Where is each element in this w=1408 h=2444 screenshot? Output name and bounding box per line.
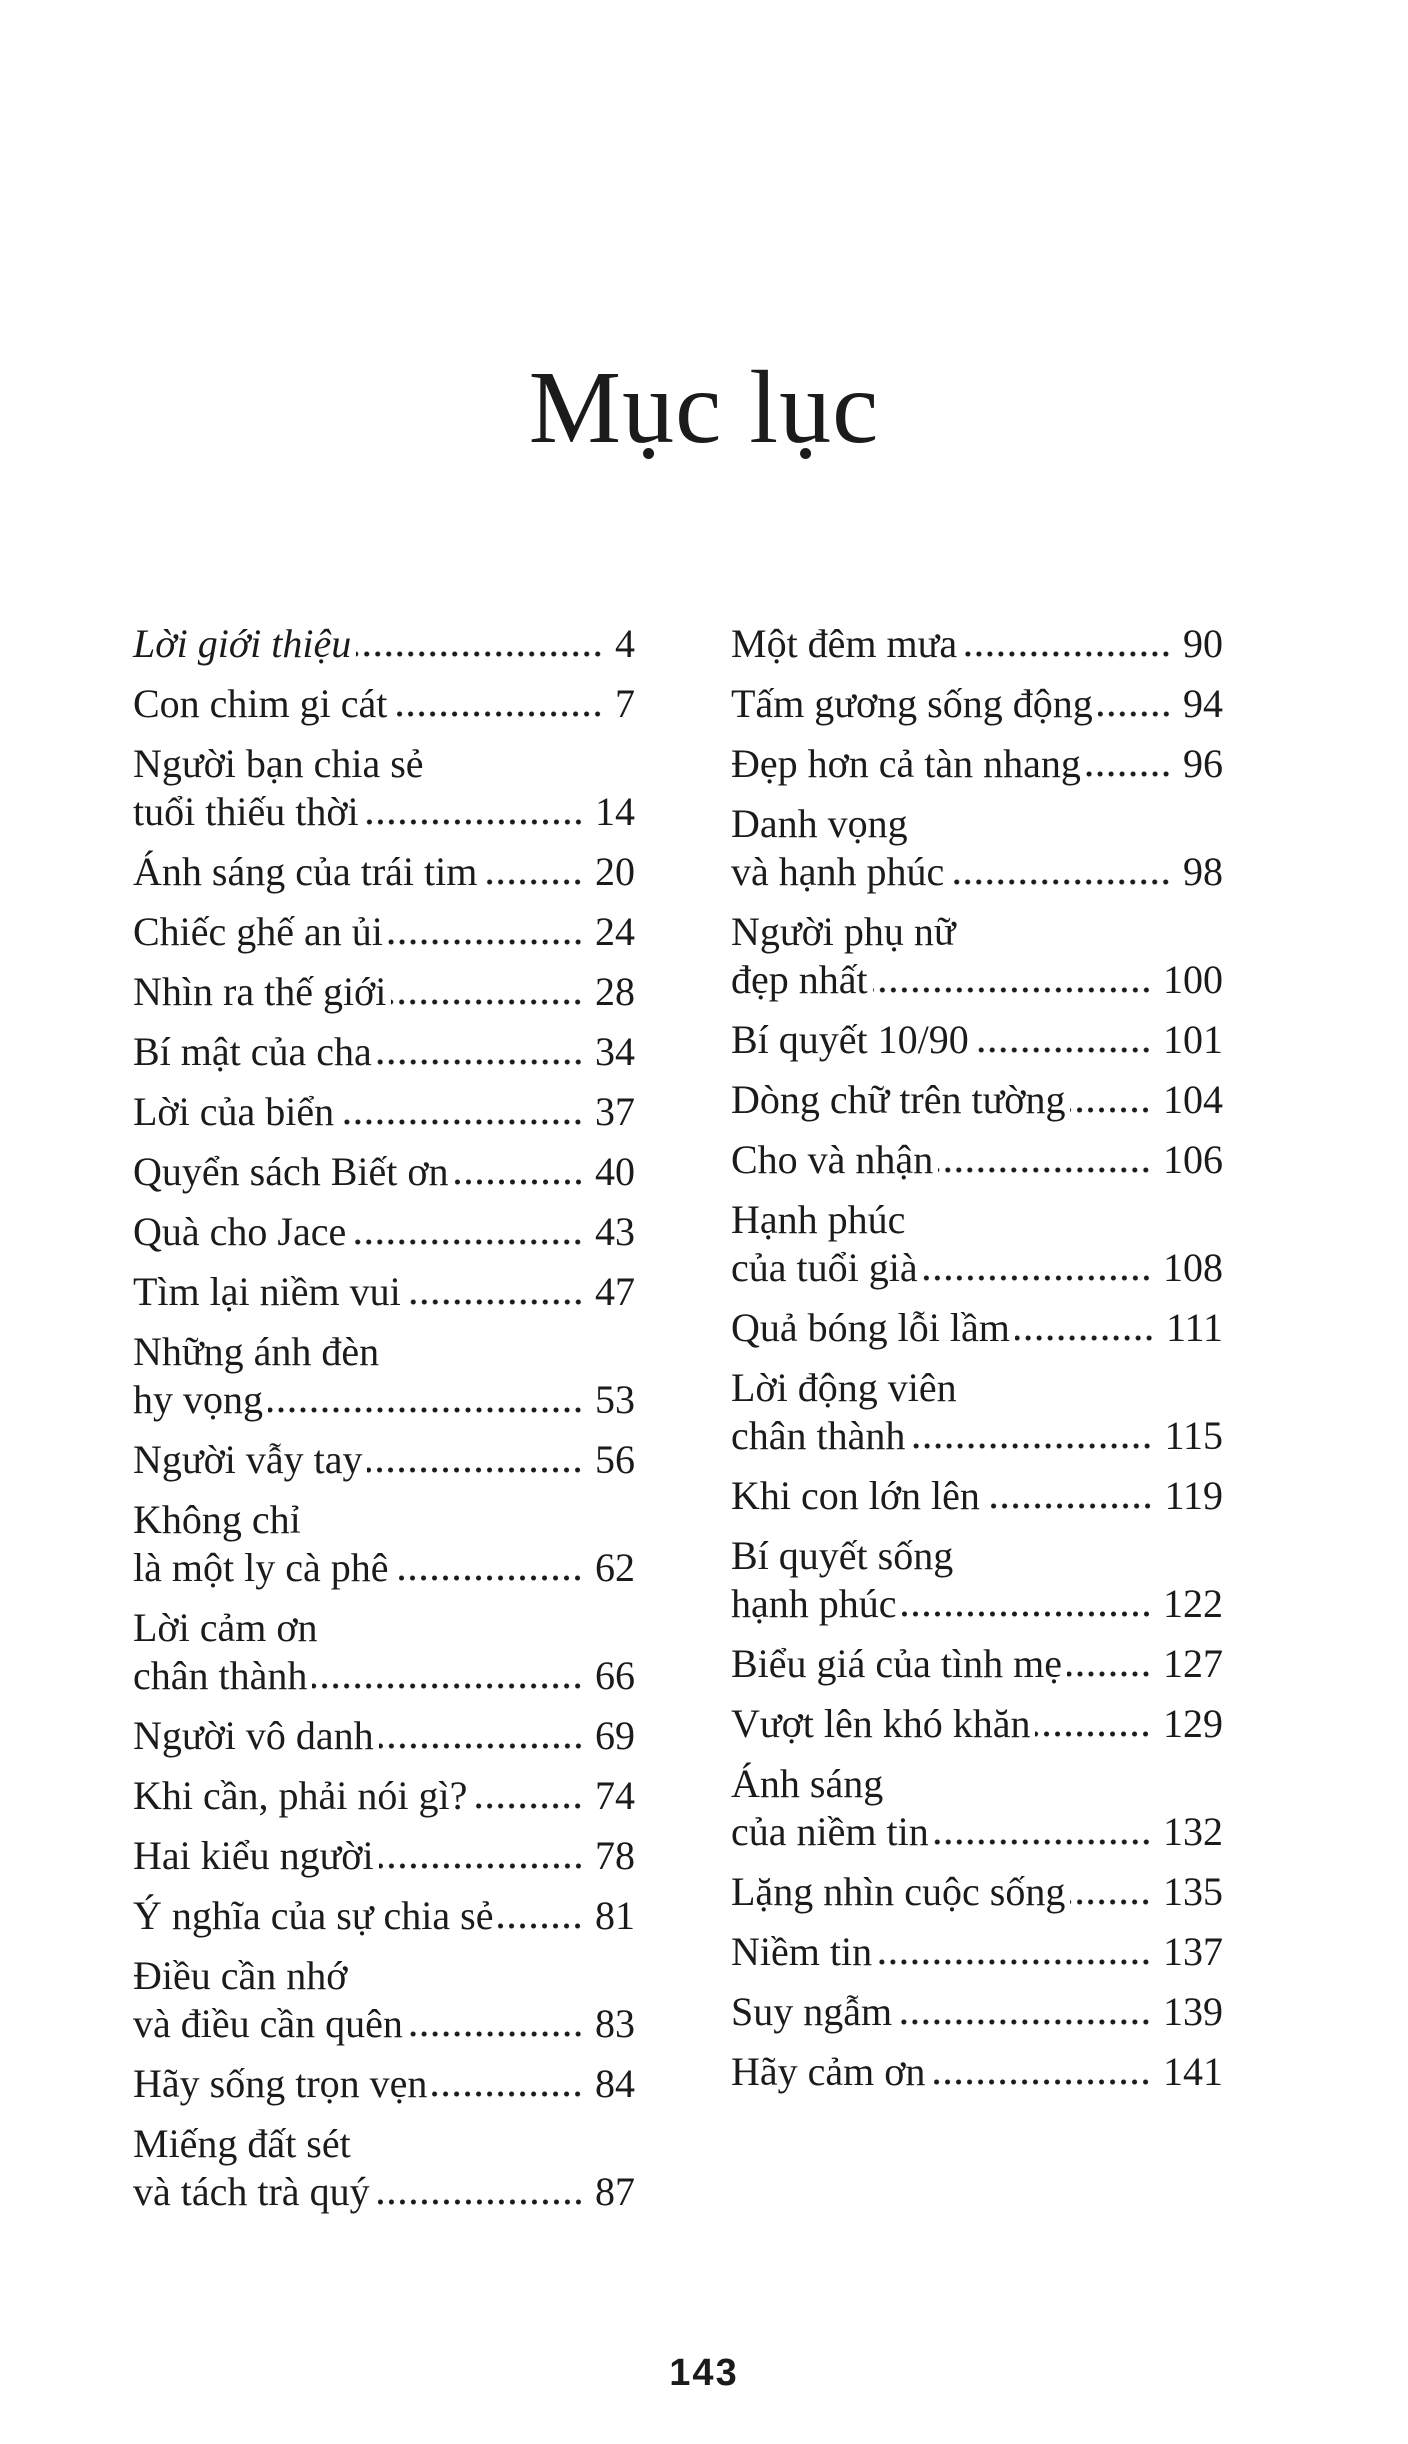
toc-entry-title: Chiếc ghế an ủi (133, 909, 383, 954)
toc-column-left (133, 620, 635, 2228)
toc-entry-line (133, 1328, 635, 1376)
toc-entry-line (133, 1028, 635, 1076)
toc-entry-title: Ý nghĩa của sự chia sẻ (133, 1893, 494, 1938)
toc-entry-title: tuổi thiếu thời (133, 789, 359, 834)
toc-entry-page: 100 (1163, 957, 1223, 1002)
toc-entry-page: 43 (595, 1209, 635, 1254)
toc-entry-title: Hai kiểu người (133, 1833, 374, 1878)
toc-entry-title: Dòng chữ trên tường (731, 1077, 1066, 1122)
toc-entry-page: 90 (1183, 621, 1223, 666)
dot-leader (467, 1772, 593, 1820)
toc-entry (133, 1832, 635, 1880)
dot-leader (1010, 1304, 1164, 1352)
toc-entry-page: 78 (595, 1833, 635, 1878)
toc-entry-title: hy vọng (133, 1377, 263, 1422)
toc-entry-line (731, 680, 1223, 728)
toc-entry-page: 104 (1163, 1077, 1223, 1122)
toc-entry (731, 620, 1223, 668)
toc-entry-page: 14 (595, 789, 635, 834)
toc-entry-line (133, 848, 635, 896)
toc-columns (133, 620, 1223, 2228)
dot-leader (307, 1652, 593, 1700)
toc-entry-page: 69 (595, 1713, 635, 1758)
toc-entry-line (133, 968, 635, 1016)
toc-entry-page: 139 (1163, 1989, 1223, 2034)
toc-entry-page: 96 (1183, 741, 1223, 786)
toc-entry (133, 1892, 635, 1940)
toc-entry-title: Niềm tin (731, 1929, 873, 1974)
toc-entry-line (133, 1208, 635, 1256)
toc-entry-line (731, 800, 1223, 848)
toc-entry-title: Miếng đất sét (133, 2121, 351, 2166)
toc-entry-page: 132 (1163, 1809, 1223, 1854)
toc-entry (133, 968, 635, 1016)
toc-entry-title: Lặng nhìn cuộc sống (731, 1869, 1066, 1914)
toc-entry-title: hạnh phúc (731, 1581, 897, 1626)
toc-entry-line (731, 1016, 1223, 1064)
toc-entry-title: Hãy sống trọn vẹn (133, 2061, 428, 2106)
toc-entry (731, 1640, 1223, 1688)
toc-entry (731, 1928, 1223, 1976)
toc-entry (133, 1148, 635, 1196)
toc-entry (133, 1208, 635, 1256)
toc-entry-line (133, 1436, 635, 1484)
toc-entry-page: 129 (1163, 1701, 1223, 1746)
toc-entry-page: 94 (1183, 681, 1223, 726)
dot-leader (477, 848, 593, 896)
toc-entry-line (133, 1544, 635, 1592)
toc-entry-line (731, 956, 1223, 1004)
toc-entry-line (133, 1604, 635, 1652)
dot-leader (374, 1832, 593, 1880)
toc-entry (731, 680, 1223, 728)
toc-entry-title: Ánh sáng (731, 1761, 884, 1806)
toc-entry-line (731, 1988, 1223, 2036)
toc-entry-line (731, 1640, 1223, 1688)
toc-entry (731, 1472, 1223, 1520)
toc-entry-page: 62 (595, 1545, 635, 1590)
toc-entry (731, 1016, 1223, 1064)
dot-leader (905, 1412, 1162, 1460)
dot-leader (1093, 680, 1181, 728)
toc-entry-line (731, 1244, 1223, 1292)
toc-entry-title: của niềm tin (731, 1809, 929, 1854)
toc-entry (731, 740, 1223, 788)
toc-entry-line (133, 1892, 635, 1940)
toc-entry-line (731, 1808, 1223, 1856)
toc-entry (133, 1268, 635, 1316)
toc-entry-page: 24 (595, 909, 635, 954)
toc-entry-page: 122 (1163, 1581, 1223, 1626)
toc-entry-page: 66 (595, 1653, 635, 1698)
toc-entry-page: 83 (595, 2001, 635, 2046)
toc-entry-page: 34 (595, 1029, 635, 1074)
toc-entry-line (731, 1196, 1223, 1244)
toc-entry-title: Cho và nhận (731, 1137, 934, 1182)
toc-entry-title: của tuổi già (731, 1245, 918, 1290)
toc-entry-line (133, 1088, 635, 1136)
toc-entry (731, 1076, 1223, 1124)
toc-entry-line (133, 1652, 635, 1700)
toc-entry-line (133, 1376, 635, 1424)
toc-entry (731, 1760, 1223, 1856)
toc-entry-line (731, 740, 1223, 788)
toc-entry-line (133, 1952, 635, 2000)
toc-entry-title: Lời của biển (133, 1089, 335, 1134)
toc-entry-title: và hạnh phúc (731, 849, 945, 894)
toc-entry (731, 1364, 1223, 1460)
dot-leader (969, 1016, 1161, 1064)
dot-leader (1062, 1640, 1161, 1688)
toc-entry-line (133, 1772, 635, 1820)
toc-entry-title: chân thành (133, 1653, 308, 1698)
dot-leader (351, 620, 613, 668)
toc-entry-title: Một đêm mưa (731, 621, 958, 666)
toc-entry-title: Người vẫy tay (133, 1437, 363, 1482)
dot-leader (372, 1028, 593, 1076)
toc-entry-page: 56 (595, 1437, 635, 1482)
toc-entry-page: 87 (595, 2169, 635, 2214)
dot-leader (929, 1808, 1161, 1856)
toc-entry (731, 800, 1223, 896)
toc-entry (133, 2120, 635, 2216)
dot-leader (493, 1892, 593, 1940)
toc-entry-page: 127 (1163, 1641, 1223, 1686)
dot-leader (362, 1436, 593, 1484)
toc-entry-title: Điều cần nhớ (133, 1953, 348, 1998)
toc-entry-title: Quyển sách Biết ơn (133, 1149, 449, 1194)
toc-entry-page: 4 (615, 621, 635, 666)
toc-entry-title: Biểu giá của tình mẹ (731, 1641, 1063, 1686)
toc-entry-page: 101 (1163, 1017, 1223, 1062)
toc-entry (731, 1196, 1223, 1292)
toc-entry-line (133, 2168, 635, 2216)
toc-entry-title: Quả bóng lỗi lầm (731, 1305, 1010, 1350)
toc-entry-title: Khi cần, phải nói gì? (133, 1773, 468, 1818)
dot-leader (401, 1268, 593, 1316)
toc-entry-line (731, 908, 1223, 956)
toc-entry-title: Người vô danh (133, 1713, 374, 1758)
toc-entry (731, 1868, 1223, 1916)
toc-entry (133, 1772, 635, 1820)
toc-entry-title: Hãy cảm ơn (731, 2049, 926, 2094)
toc-entry-title: Lời động viên (731, 1365, 957, 1410)
toc-entry (731, 1136, 1223, 1184)
toc-entry-title: và điều cần quên (133, 2001, 403, 2046)
toc-entry (731, 1532, 1223, 1628)
toc-entry-line (133, 908, 635, 956)
toc-entry-title: Người bạn chia sẻ (133, 741, 424, 786)
dot-leader (1065, 1076, 1161, 1124)
toc-entry (731, 1988, 1223, 2036)
toc-entry (731, 1304, 1223, 1352)
toc-entry (133, 1328, 635, 1424)
toc-entry (133, 740, 635, 836)
toc-entry-page: 111 (1165, 1305, 1223, 1350)
toc-entry-title: Bí quyết 10/90 (731, 1017, 969, 1062)
toc-entry-page: 7 (615, 681, 635, 726)
dot-leader (387, 680, 613, 728)
toc-entry-page: 141 (1163, 2049, 1223, 2094)
toc-entry (133, 1952, 635, 2048)
dot-leader (980, 1472, 1163, 1520)
toc-entry-title: là một ly cà phê (133, 1545, 389, 1590)
dot-leader (933, 1136, 1161, 1184)
toc-entry-title: Bí quyết sống (731, 1533, 954, 1578)
dot-leader (868, 956, 1161, 1004)
dot-leader (1081, 740, 1181, 788)
toc-entry-title: chân thành (731, 1413, 906, 1458)
toc-entry-title: Ánh sáng của trái tim (133, 849, 478, 894)
toc-entry-title: Người phụ nữ (731, 909, 956, 954)
toc-entry (133, 1712, 635, 1760)
toc-entry-page: 28 (595, 969, 635, 1014)
toc-entry-line (731, 1760, 1223, 1808)
toc-entry-line (731, 848, 1223, 896)
toc-entry-line (133, 2120, 635, 2168)
toc-entry (731, 2048, 1223, 2096)
toc-entry-title: Suy ngẫm (731, 1989, 893, 2034)
dot-leader (263, 1376, 593, 1424)
toc-entry (133, 848, 635, 896)
dot-leader (1065, 1868, 1161, 1916)
toc-entry-line (133, 1148, 635, 1196)
dot-leader (892, 1988, 1161, 2036)
toc-entry-page: 98 (1183, 849, 1223, 894)
toc-entry-title: Khi con lớn lên (731, 1473, 980, 1518)
toc-entry-line (731, 1532, 1223, 1580)
toc-column-right (731, 620, 1223, 2228)
toc-entry-page: 106 (1163, 1137, 1223, 1182)
toc-entry-page: 53 (595, 1377, 635, 1422)
toc-entry-page: 137 (1163, 1929, 1223, 1974)
toc-entry (133, 1088, 635, 1136)
dot-leader (388, 1544, 593, 1592)
dot-leader (957, 620, 1181, 668)
toc-entry-title: và tách trà quý (133, 2169, 370, 2214)
toc-entry (133, 1496, 635, 1592)
toc-entry-line (133, 740, 635, 788)
toc-entry-title: Danh vọng (731, 801, 908, 846)
dot-leader (359, 788, 593, 836)
toc-entry-title: Lời giới thiệu (133, 621, 352, 666)
toc-entry (731, 908, 1223, 1004)
toc-entry-title: Không chỉ (133, 1497, 301, 1542)
toc-entry-line (731, 1364, 1223, 1412)
toc-entry-line (133, 680, 635, 728)
toc-entry-line (133, 1496, 635, 1544)
dot-leader (449, 1148, 593, 1196)
toc-entry (133, 680, 635, 728)
toc-entry-page: 74 (595, 1773, 635, 1818)
toc-entry-line (731, 2048, 1223, 2096)
toc-entry-line (731, 1136, 1223, 1184)
toc-entry-line (731, 1868, 1223, 1916)
toc-entry-title: Những ánh đèn (133, 1329, 380, 1374)
toc-entry-line (731, 1580, 1223, 1628)
toc-entry-page: 84 (595, 2061, 635, 2106)
toc-entry-page: 20 (595, 849, 635, 894)
dot-leader (1030, 1700, 1161, 1748)
toc-entry (133, 2060, 635, 2108)
dot-leader (334, 1088, 593, 1136)
toc-entry-line (133, 1268, 635, 1316)
toc-entry-line (731, 1928, 1223, 1976)
toc-entry-page: 135 (1163, 1869, 1223, 1914)
toc-entry-title: Hạnh phúc (731, 1197, 906, 1242)
toc-entry-line (731, 1472, 1223, 1520)
toc-entry-page: 40 (595, 1149, 635, 1194)
toc-entry-line (133, 1712, 635, 1760)
toc-entry-line (133, 1832, 635, 1880)
dot-leader (925, 2048, 1161, 2096)
toc-entry-page: 115 (1164, 1413, 1223, 1458)
dot-leader (346, 1208, 593, 1256)
toc-entry-line (731, 1700, 1223, 1748)
dot-leader (374, 1712, 593, 1760)
toc-entry-line (133, 2000, 635, 2048)
toc-entry-title: Vượt lên khó khăn (731, 1701, 1031, 1746)
toc-entry-title: Đẹp hơn cả tàn nhang (731, 741, 1081, 786)
toc-entry-title: Con chim gi cát (133, 681, 388, 726)
toc-entry-title: Tìm lại niềm vui (133, 1269, 401, 1314)
toc-entry-line (731, 620, 1223, 668)
toc-entry-title: Lời cảm ơn (133, 1605, 318, 1650)
toc-entry (133, 620, 635, 668)
toc-entry-page: 81 (595, 1893, 635, 1938)
toc-entry-title: Bí mật của cha (133, 1029, 372, 1074)
toc-entry-page: 108 (1163, 1245, 1223, 1290)
toc-entry-line (133, 620, 635, 668)
dot-leader (897, 1580, 1161, 1628)
toc-entry-page: 119 (1164, 1473, 1223, 1518)
dot-leader (386, 968, 593, 1016)
toc-entry-title: Nhìn ra thế giới (133, 969, 387, 1014)
dot-leader (383, 908, 593, 956)
toc-entry-title: đẹp nhất (731, 957, 868, 1002)
toc-entry (731, 1700, 1223, 1748)
dot-leader (370, 2168, 593, 2216)
dot-leader (872, 1928, 1161, 1976)
page-title: Mục lục (528, 350, 880, 465)
toc-entry (133, 1436, 635, 1484)
toc-entry-line (133, 2060, 635, 2108)
dot-leader (944, 848, 1181, 896)
toc-entry-line (731, 1304, 1223, 1352)
toc-entry-line (731, 1412, 1223, 1460)
toc-entry (133, 908, 635, 956)
dot-leader (403, 2000, 593, 2048)
toc-entry-title: Quà cho Jace (133, 1209, 347, 1254)
toc-entry-title: Tấm gương sống động (731, 681, 1093, 726)
toc-entry-line (731, 1076, 1223, 1124)
dot-leader (918, 1244, 1161, 1292)
toc-entry-line (133, 788, 635, 836)
toc-entry-page: 47 (595, 1269, 635, 1314)
dot-leader (427, 2060, 593, 2108)
toc-entry (133, 1028, 635, 1076)
toc-entry-page: 37 (595, 1089, 635, 1134)
page-number: 143 (669, 2352, 739, 2394)
toc-entry (133, 1604, 635, 1700)
